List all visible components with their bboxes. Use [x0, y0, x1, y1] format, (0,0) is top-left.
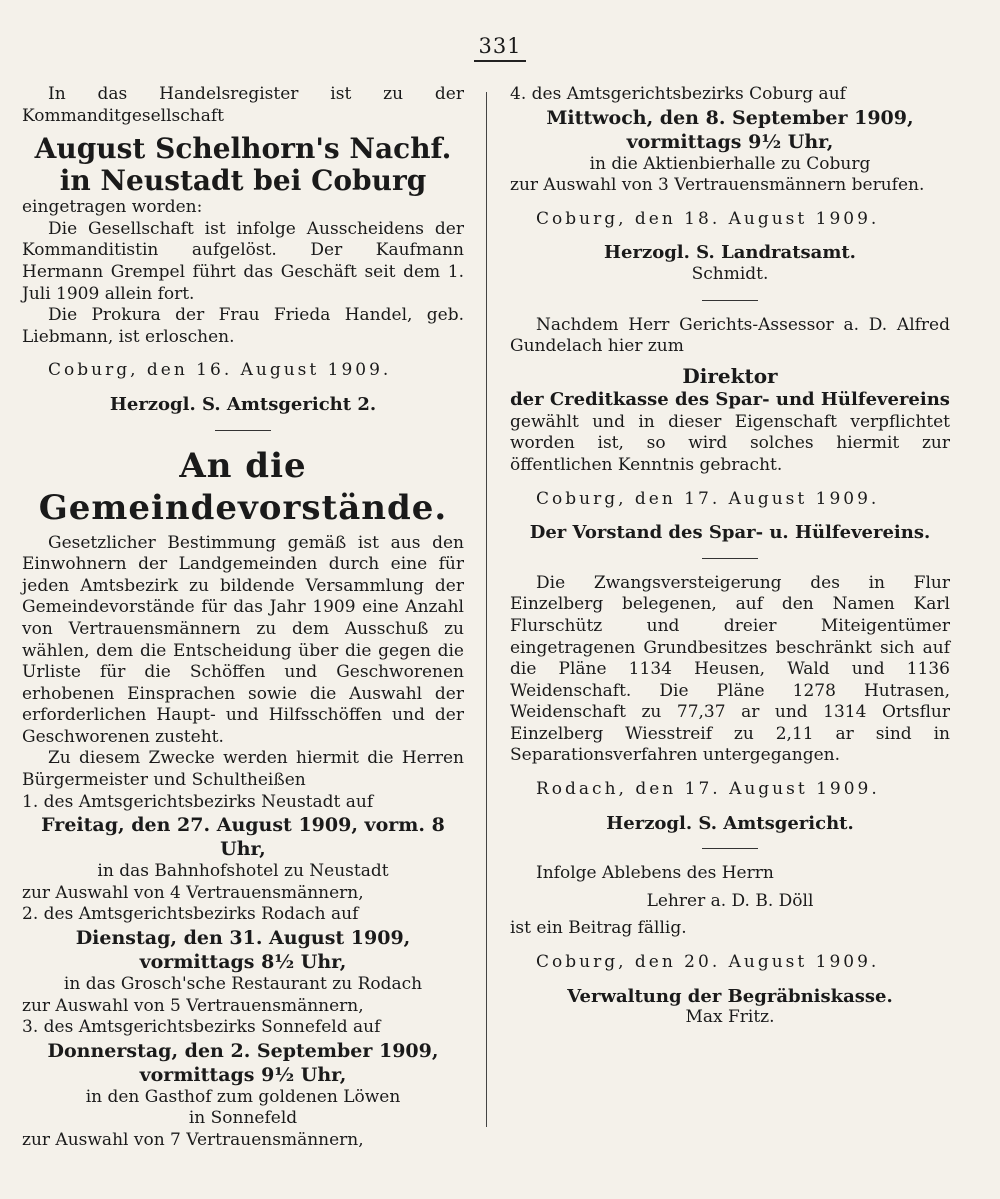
- register-body: Die Gesellschaft ist infolge Ausscheidens der Kommanditistin aufgelöst. Der Kaufmann Hermann Grempel führt das Geschäft seit dem 1. Juli 1909 allein fort.: [22, 218, 464, 304]
- notice-paragraph-2: Zu diesem Zwecke werden hiermit die Herren Bürgermeister und Schultheißen: [22, 748, 464, 791]
- district-3-place-town: in Sonnefeld: [188, 1108, 298, 1129]
- district-1-place: in das Bahnhofshotel zu Neustadt: [97, 861, 389, 882]
- burial-signature-org: Verwaltung der Begräbniskasse.: [567, 985, 893, 1007]
- director-title: Direktor: [682, 363, 778, 388]
- district-1-heading: 1. des Amtsgerichtsbezirks Neustadt auf: [22, 791, 374, 812]
- separator-rule: [702, 848, 758, 849]
- district-2-place: in das Grosch'sche Restaurant zu Rodach: [63, 974, 423, 995]
- page-number: 331: [0, 34, 1000, 58]
- firm-name: August Schelhorn's Nachf.: [34, 132, 452, 166]
- notice-paragraph-1: Gesetzlicher Bestimmung gemäß ist aus den Einwohnern der Landgemeinden durch eine für jeden Amtsbezirk zu bildende Versammlung der Gemeindevorstände für das Jahr 1909 eine Anzahl von Vertrauensmännern zu dem Ausschuß zu wählen, dem die Entscheidung über die gegen die Urliste für die Schöffen und Geschworenen erhobenen Einsprachen sowie die Auswahl der erforderlichen Haupt- und Hilfsschöffen und der Geschworenen zusteht.: [22, 532, 464, 747]
- separator-rule: [702, 300, 758, 301]
- district-2-heading: 2. des Amtsgerichtsbezirks Rodach auf: [22, 904, 359, 925]
- district-1-date: Freitag, den 27. August 1909, vorm. 8 Uhr,: [41, 814, 445, 861]
- firm-location: in Neustadt bei Coburg: [59, 164, 427, 198]
- notice-heading: An die Gemeindevorstände.: [38, 445, 448, 528]
- district-4-time: vormittags 9½ Uhr,: [626, 130, 834, 153]
- notice-signature-name: Schmidt.: [691, 263, 769, 284]
- district-2-selection: zur Auswahl von 5 Vertrauensmännern,: [22, 995, 364, 1016]
- right-column: [510, 84, 950, 1029]
- district-2-date: Dienstag, den 31. August 1909,: [75, 927, 411, 950]
- district-3-place: in den Gasthof zum goldenen Löwen: [85, 1086, 401, 1107]
- district-4-place: in die Aktienbierhalle zu Coburg: [589, 153, 871, 174]
- director-signature: Der Vorstand des Spar- u. Hülfevereins.: [529, 522, 931, 544]
- notice-signature-office: Herzogl. S. Landratsamt.: [604, 242, 856, 264]
- separator-rule: [215, 430, 271, 431]
- district-4-date: Mittwoch, den 8. September 1909,: [546, 106, 914, 129]
- auction-date: Rodach, den 17. August 1909.: [536, 779, 880, 800]
- district-1-selection: zur Auswahl von 4 Vertrauensmännern,: [22, 882, 364, 903]
- left-column: [22, 84, 464, 1152]
- auction-body: Die Zwangsversteigerung des in Flur Einzelberg belegenen, auf den Namen Karl Flurschütz und dreier Miteigentümer eingetragenen Grundbesitzes beschränkt sich auf die Pläne 1134 Heusen, Wald und 1136 Weidenschaft. Die Pläne 1278 Hutrasen, Weidenschaft zu 77,37 ar und 1314 Ortsflur Einzelberg Wiesstreif zu 2,11 ar sind in Separationsverfahren untergegangen.: [510, 572, 950, 766]
- register-intro: In das Handelsregister ist zu der Kommanditgesellschaft: [22, 84, 464, 126]
- burial-line-2: Lehrer a. D. B. Döll: [646, 890, 814, 911]
- director-date: Coburg, den 17. August 1909.: [536, 488, 880, 509]
- separator-rule: [702, 558, 758, 559]
- district-3-heading: 3. des Amtsgerichtsbezirks Sonnefeld auf: [22, 1017, 381, 1038]
- district-2-time: vormittags 8½ Uhr,: [139, 951, 347, 974]
- auction-signature: Herzogl. S. Amtsgericht.: [606, 812, 854, 834]
- burial-date: Coburg, den 20. August 1909.: [536, 952, 880, 973]
- district-3-time: vormittags 9½ Uhr,: [139, 1063, 347, 1086]
- burial-line-3: ist ein Beitrag fällig.: [510, 918, 687, 939]
- burial-line-1: Infolge Ablebens des Herrn: [536, 863, 774, 884]
- register-date: Coburg, den 16. August 1909.: [48, 360, 392, 381]
- column-divider: [486, 92, 487, 1127]
- register-entered: eingetragen worden:: [22, 197, 203, 218]
- register-signature: Herzogl. S. Amtsgericht 2.: [109, 393, 377, 415]
- director-body: gewählt und in dieser Eigenschaft verpflichtet worden ist, so wird solches hiermit zur öffentlichen Kenntnis gebracht.: [510, 411, 950, 475]
- register-prokura: Die Prokura der Frau Frieda Handel, geb. Liebmann, ist erloschen.: [22, 305, 464, 347]
- director-intro: Nachdem Herr Gerichts-Assessor a. D. Alfred Gundelach hier zum: [510, 314, 950, 357]
- notice-date: Coburg, den 18. August 1909.: [536, 208, 880, 229]
- burial-signature-name: Max Fritz.: [685, 1007, 775, 1028]
- district-4-heading: 4. des Amtsgerichtsbezirks Coburg auf: [510, 84, 846, 104]
- director-institution: der Creditkasse des Spar- und Hülfevereins: [510, 388, 950, 410]
- district-3-date: Donnerstag, den 2. September 1909,: [47, 1039, 439, 1062]
- district-3-selection: zur Auswahl von 7 Vertrauensmännern,: [22, 1130, 364, 1150]
- district-4-selection: zur Auswahl von 3 Vertrauensmännern berufen.: [510, 175, 925, 196]
